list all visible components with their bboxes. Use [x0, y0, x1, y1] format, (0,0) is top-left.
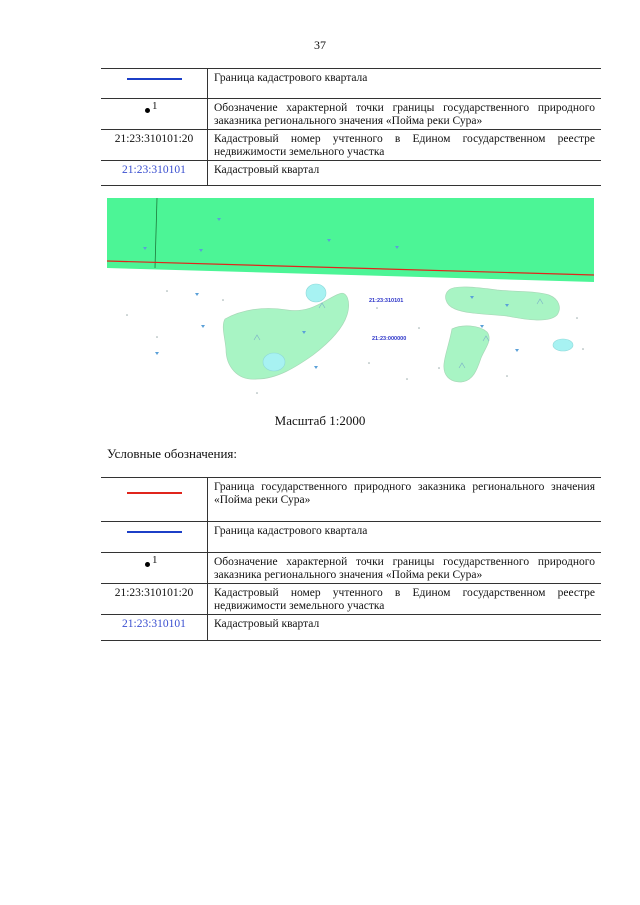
legend-symbol [101, 553, 208, 584]
point-number: 1 [152, 100, 158, 112]
legend-description: Кадастровый номер учтенного в Едином государственном реестре недвижимости земельного участка [214, 587, 595, 612]
map-dot [368, 362, 370, 364]
map-dot [506, 375, 508, 377]
quarter-number-sample: 21:23:310101 [122, 164, 186, 176]
characteristic-point-symbol [145, 556, 163, 570]
legend-symbol [101, 130, 208, 161]
map-dot [376, 307, 378, 309]
map-dot [126, 314, 128, 316]
legend-row-quarter [101, 615, 601, 641]
legend-description: Граница государственного природного заказника регионального значения «Пойма реки Сура» [214, 481, 595, 506]
parcel-number-sample: 21:23:310101:20 [114, 133, 194, 145]
quarter-number-sample: 21:23:310101 [122, 618, 186, 630]
map-label-quarter-2: 21:23:000000 [372, 336, 407, 342]
legend-symbol [101, 69, 208, 99]
map-dot [406, 378, 408, 380]
reserve-boundary-line-sample [127, 492, 182, 494]
legend-row-quarter [101, 161, 601, 186]
map-dot [582, 348, 584, 350]
map-scale: Масштаб 1:2000 [274, 413, 366, 428]
map-label-quarter: 21:23:310101 [369, 298, 404, 304]
legend-description: Граница кадастрового квартала [214, 525, 368, 537]
legend-description: Обозначение характерной точки границы государственного природного заказника регионального значения «Пойма реки Сура» [214, 556, 595, 581]
legend-description: Граница кадастрового квартала [214, 72, 368, 84]
legend-description: Кадастровый номер учтенного в Едином государственном реестре недвижимости земельного участка [214, 133, 595, 158]
land-area-north [107, 198, 594, 282]
quarter-boundary-line-sample [127, 78, 182, 80]
water-body-pond-2 [263, 353, 285, 371]
legend-row-parcel [101, 130, 601, 161]
legend-row-reserve-boundary [101, 478, 601, 522]
legend-description: Обозначение характерной точки границы государственного природного заказника регионального значения «Пойма реки Сура» [214, 102, 595, 127]
map-dot [222, 299, 224, 301]
legend-symbol [101, 584, 208, 615]
map-dot [166, 290, 168, 292]
legend-row-quarter-boundary [101, 69, 601, 99]
point-number: 1 [152, 554, 158, 566]
legend-title: Условные обозначения: [107, 446, 238, 461]
legend-symbol [101, 478, 208, 522]
legend-description: Кадастровый квартал [214, 618, 320, 630]
point-dot-icon [145, 562, 150, 567]
page-number: 37 [314, 38, 326, 52]
point-dot-icon [145, 108, 150, 113]
water-body-pond-3 [553, 339, 573, 351]
cadastral-map [107, 198, 594, 396]
legend-row-parcel [101, 584, 601, 615]
map-dot [156, 336, 158, 338]
map-dot [256, 392, 258, 394]
legend-row-quarter-boundary [101, 522, 601, 553]
quarter-boundary-line-sample [127, 531, 182, 533]
legend-table-bottom [101, 477, 601, 641]
legend-description: Кадастровый квартал [214, 164, 320, 176]
map-dot [576, 317, 578, 319]
legend-symbol [101, 161, 208, 186]
characteristic-point-symbol [145, 102, 163, 116]
legend-row-point [101, 99, 601, 130]
map-dot [418, 327, 420, 329]
legend-table-top [101, 68, 601, 186]
map-dot [438, 367, 440, 369]
legend-symbol [101, 99, 208, 130]
legend-symbol [101, 615, 208, 641]
legend-row-point [101, 553, 601, 584]
water-body-pond-1 [306, 284, 326, 302]
parcel-number-sample: 21:23:310101:20 [114, 587, 194, 599]
legend-symbol [101, 522, 208, 553]
